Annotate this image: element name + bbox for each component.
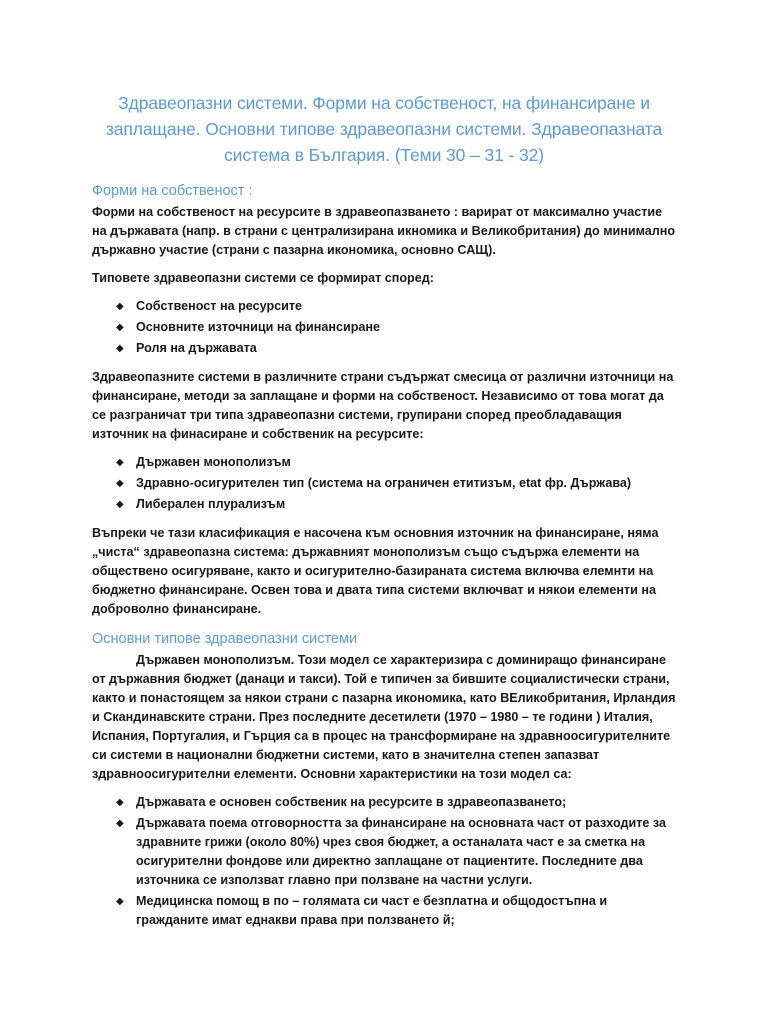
- list-system-types: [92, 453, 676, 514]
- diamond-bullet-icon: ◆: [116, 457, 124, 468]
- list-model-characteristics: [92, 793, 676, 930]
- section-heading-system-types: Основни типове здравеопазни системи: [92, 631, 358, 647]
- list-item: ◆ Собственост на ресурсите: [92, 297, 676, 316]
- diamond-bullet-icon: ◆: [116, 343, 124, 354]
- paragraph-lead: Държавен монополизъм.: [136, 653, 295, 667]
- list-item: ◆ Държавен монополизъм: [92, 453, 676, 472]
- list-system-factors: [92, 297, 676, 358]
- diamond-bullet-icon: ◆: [116, 322, 124, 333]
- list-item: ◆ Здравно-осигурителен тип (система на ограничен етитизъм, etat фр. Държава): [92, 474, 676, 493]
- diamond-bullet-icon: ◆: [116, 478, 124, 489]
- section-heading-ownership: Форми на собственост :: [92, 183, 253, 199]
- document-title: Здравеопазни системи. Форми на собственост, на финансиране и заплащане. Основни типове здравеопазни системи. Здравеопазната система в България. (Теми 30 – 31 - 32): [105, 93, 663, 165]
- list-item: ◆ Роля на държавата: [92, 339, 676, 358]
- diamond-bullet-icon: ◆: [116, 818, 124, 829]
- list-item: ◆ Медицинска помощ в по – голямата си част е безплатна и общодостъпна и гражданите имат еднакви права при ползването й;: [116, 894, 608, 927]
- diamond-bullet-icon: ◆: [116, 301, 124, 312]
- paragraph-mixed-systems: Здравеопазните системи в различните страни съдържат смесица от различни източници на финансиране, методи за заплащане и форми на собственост. Независимо от това могат да се разграничат три типа здравеопазни системи, групирани според преобладаващия източник на финасиране и собственик на ресурсите:: [92, 370, 674, 441]
- paragraph-text: варират от максимално участие на държавата (напр. в страни с централизирана икномика и Великобритания) до минимално държавно участие (страни с пазарна икономика, основно САЩ).: [92, 205, 676, 257]
- paragraph-ownership-forms: [92, 203, 676, 260]
- paragraph-text: Този модел се характеризира с доминиращо финансиране от държавния бюджет (данаци и такси). Той е типичен за бившите социалистически страни, както и понастоящем за някои страни с пазарна икономика, като ВЕликобритания, Ирландия и Скандинавските страни. През последните десетилети (1970 – 1980 – те години ) Италия, Испания, Португалия, и Гърция са в процес на трансформиране на здравноосигурителните си системи в национални бюджетни системи, като в значителна степен запазват здравноосигурителни елементи. Основни характеристики на този модел са:: [92, 653, 676, 781]
- list-item: ◆ Основните източници на финансиране: [92, 318, 676, 337]
- paragraph-types-intro: Типовете здравеопазни системи се формират според:: [92, 271, 434, 285]
- diamond-bullet-icon: ◆: [116, 896, 124, 907]
- list-item: ◆ Държавата поема отговорността за финансиране на основната част от разходите за здравните грижи (около 80%) чрез своя бюджет, а останалата част е за сметка на осигурителни фондове или директно заплащане от пациентите. Последните два източника се използват главно при ползване на частни услуги.: [116, 816, 667, 887]
- paragraph-classification: Въпреки че тази класификация е насочена към основния източник на финансиране, няма „чиста“ здравеопазна система: държавният монополизъм също съдържа елементи на обществено осигуряване, както и осигурително-базираната система включва елемнти на бюджетно финансиране. Освен това и двата типа системи включват и някои елементи на доброволно финансиране.: [92, 526, 659, 616]
- diamond-bullet-icon: ◆: [116, 797, 124, 808]
- list-item: ◆ Държавата е основен собственик на ресурсите в здравеопазването;: [92, 793, 676, 812]
- diamond-bullet-icon: ◆: [116, 499, 124, 510]
- paragraph-lead: Форми на собственост на ресурсите в здравеопазването :: [92, 205, 458, 219]
- paragraph-state-monopoly: [92, 651, 676, 784]
- list-item: ◆ Либерален плурализъм: [92, 495, 676, 514]
